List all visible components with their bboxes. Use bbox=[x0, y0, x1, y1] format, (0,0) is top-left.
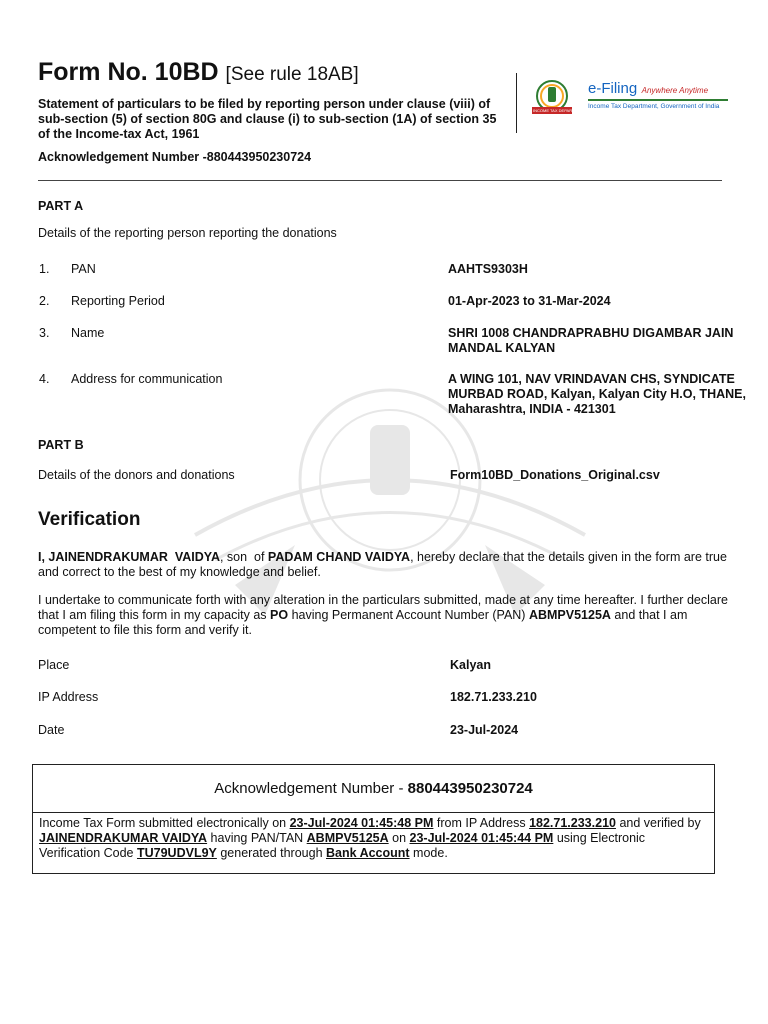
header-rule bbox=[38, 180, 722, 181]
ack-text: generated through bbox=[216, 846, 326, 860]
verifier-name: JAINENDRAKUMAR VAIDYA bbox=[39, 831, 208, 845]
row-number: 2. bbox=[39, 294, 50, 308]
date-label: Date bbox=[38, 723, 65, 737]
address-label: Address for communication bbox=[71, 372, 223, 386]
ack-text: having PAN/TAN bbox=[207, 831, 307, 845]
ack-box-label: Acknowledgement Number - bbox=[214, 780, 408, 797]
undertaking-paragraph bbox=[38, 593, 728, 638]
acknowledgement-box bbox=[32, 764, 715, 874]
verification-heading: Verification bbox=[38, 509, 141, 530]
form-rule: [See rule 18AB] bbox=[225, 64, 359, 85]
submission-ip: 182.71.233.210 bbox=[529, 816, 616, 830]
efiling-logo bbox=[530, 78, 730, 120]
verifier-pan: ABMPV5125A bbox=[306, 831, 389, 845]
place-value: Kalyan bbox=[450, 658, 491, 672]
ack-text: and verified by bbox=[615, 816, 701, 830]
ip-address-label: IP Address bbox=[38, 690, 99, 704]
ack-text: mode. bbox=[409, 846, 448, 860]
undertaking-text-2: having Permanent Account Number (PAN) bbox=[288, 608, 529, 622]
donations-file-link[interactable]: Form10BD_Donations_Original.csv bbox=[450, 468, 660, 482]
ack-text: using Electronic Verification Code bbox=[39, 831, 646, 860]
evc-code: TU79UDVL9Y bbox=[136, 846, 217, 860]
name-value: SHRI 1008 CHANDRAPRABHU DIGAMBAR JAIN MANDAL KALYAN bbox=[448, 326, 734, 355]
undertaking-text-3: and that I am competent to file this form and verify it. bbox=[38, 608, 688, 637]
ack-box-number: 880443950230724 bbox=[407, 780, 533, 797]
acknowledgement-box-header bbox=[33, 765, 714, 813]
form-subtitle: Statement of particulars to be filed by reporting person under clause (viii) of sub-section (5) of section 80G and clause (i) to sub-section (1A) of section 35 of the Income-tax Act, 1961 bbox=[38, 97, 497, 141]
acknowledgement-number-header: Acknowledgement Number -880443950230724 bbox=[38, 150, 312, 164]
verification-time: 23-Jul-2024 01:45:44 PM bbox=[409, 831, 554, 845]
ack-text: on bbox=[388, 831, 410, 845]
declarant-father-name: PADAM CHAND VAIDYA bbox=[267, 550, 411, 564]
declaration-prefix: I, bbox=[38, 550, 49, 564]
name-label: Name bbox=[71, 326, 105, 340]
logo-brand: e-Filing bbox=[588, 80, 638, 97]
declarant-name: JAINENDRAKUMAR VAIDYA bbox=[48, 550, 220, 564]
logo-underline bbox=[588, 99, 728, 101]
ack-text: from IP Address bbox=[433, 816, 530, 830]
row-number: 4. bbox=[39, 372, 50, 386]
submission-time: 23-Jul-2024 01:45:48 PM bbox=[289, 816, 434, 830]
date-value: 23-Jul-2024 bbox=[450, 723, 519, 737]
acknowledgement-box-body bbox=[39, 816, 707, 861]
header-divider bbox=[516, 73, 517, 133]
pan-value: AAHTS9303H bbox=[448, 262, 528, 276]
emblem-icon bbox=[530, 78, 590, 120]
capacity-value: PO bbox=[270, 608, 289, 622]
declaration-paragraph bbox=[38, 550, 728, 580]
logo-tagline: Anywhere Anytime bbox=[641, 86, 709, 95]
row-number: 3. bbox=[39, 326, 50, 340]
ack-text: Income Tax Form submitted electronically on bbox=[39, 816, 290, 830]
declaration-son-of: , son of bbox=[219, 550, 268, 564]
reporting-period-label: Reporting Period bbox=[71, 294, 165, 308]
part-b-heading: PART B bbox=[38, 438, 84, 452]
place-label: Place bbox=[38, 658, 70, 672]
declaration-text: , hereby declare that the details given in the form are true and correct to the best of my knowledge and belief. bbox=[38, 550, 727, 579]
form-title bbox=[38, 58, 359, 87]
ip-address-value: 182.71.233.210 bbox=[450, 690, 537, 704]
logo-dept: Income Tax Department, Government of India bbox=[588, 103, 720, 110]
form-number: Form No. 10BD bbox=[38, 58, 219, 86]
donations-label: Details of the donors and donations bbox=[38, 468, 235, 482]
reporting-period-value: 01-Apr-2023 to 31-Mar-2024 bbox=[448, 294, 611, 308]
pan-label: PAN bbox=[71, 262, 96, 276]
declarant-pan: ABMPV5125A bbox=[528, 608, 611, 622]
part-a-subheading: Details of the reporting person reporting the donations bbox=[38, 226, 337, 240]
address-value: A WING 101, NAV VRINDAVAN CHS, SYNDICATE MURBAD ROAD, Kalyan, Kalyan City H.O, THANE, Maharashtra, INDIA - 421301 bbox=[448, 372, 746, 416]
logo-ribbon-text: INCOME TAX DEPARTMENT bbox=[533, 108, 586, 113]
verification-mode: Bank Account bbox=[326, 846, 410, 860]
row-number: 1. bbox=[39, 262, 50, 276]
part-a-heading: PART A bbox=[38, 199, 84, 213]
undertaking-text-1: I undertake to communicate forth with any alteration in the particulars submitted, made at any time hereafter. I further declare that I am filing this form in my capacity as bbox=[38, 593, 728, 622]
